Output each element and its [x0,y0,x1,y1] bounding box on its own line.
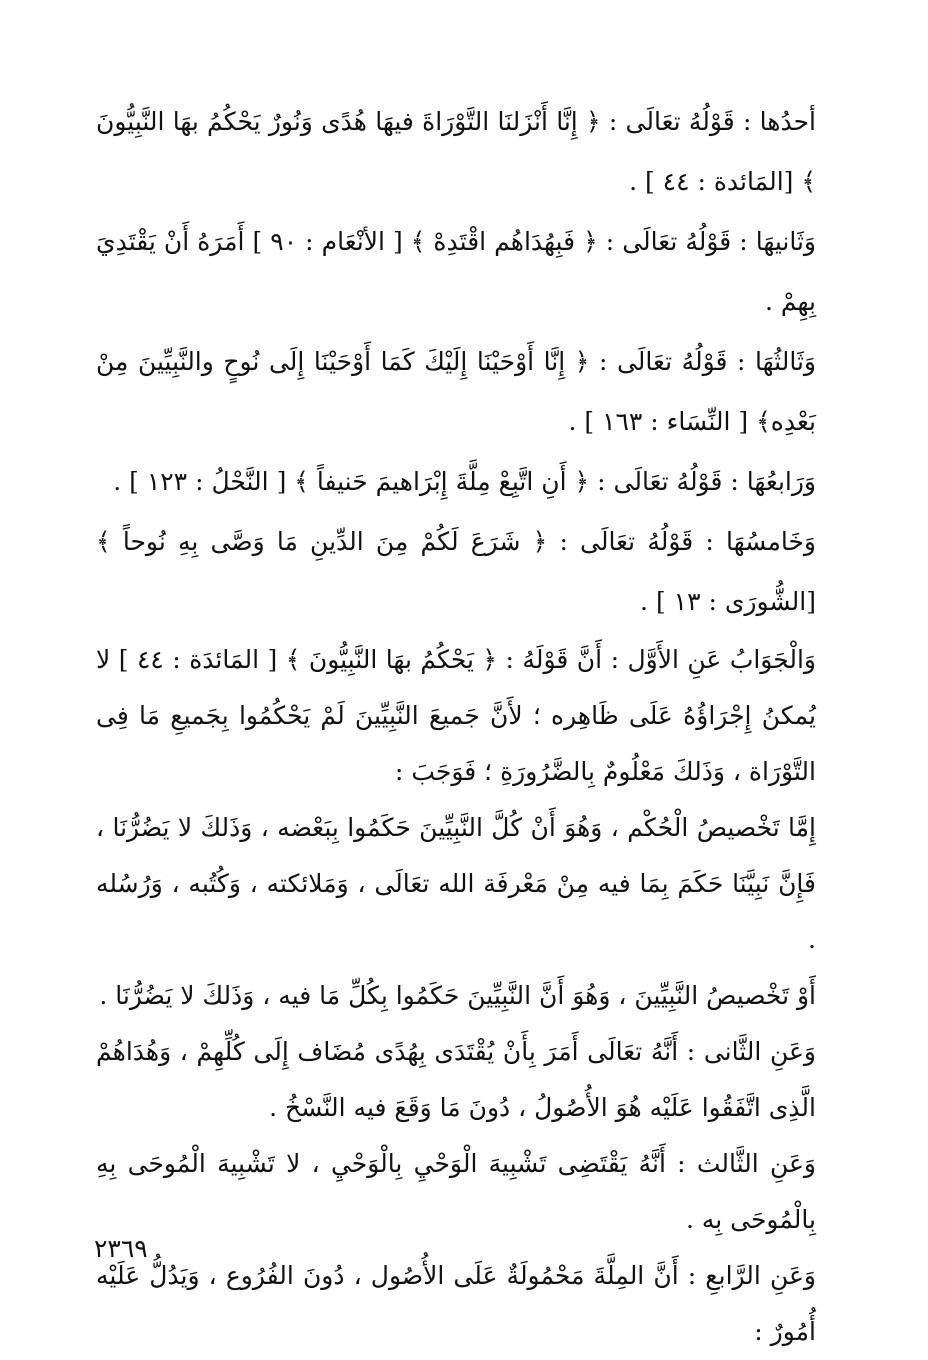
paragraph-5: وَخَامسُهَا : قَوْلُهُ تعَالَى : ﴿ شَرَعَ لَكُمْ مِنَ الدِّينِ مَا وَصَّى بِهِ نُوحاً ﴾ [الشُّورَى : ١٣ ] . [96,527,816,616]
paragraph-2: وَثَانيهَا : قَوْلُهُ تعَالَى : ﴿ فَبِهُدَاهُم اقْتَدِهْ ﴾ [ الأنْعَام : ٩٠ ] أَمَرَهُ أَنْ يَقْتَدِيَ بِهِمْ . [96,227,816,316]
paragraph-8: أَوْ تَخْصيصُ النَّبِيِّينَ ، وَهُوَ أَنَّ النَّبِيِّينَ حَكَمُوا بِكُلِّ مَا فيه ، وَذَلكَ لا يَضُرُّنَا . [99,981,816,1010]
paragraph-11: وَعَنِ الرَّابعِ : أَنَّ المِلَّةَ مَحْمُولَةٌ عَلَى الأُصُول ، دُونَ الفُرُوع ، وَيَدُلُّ عَلَيْه أُمُورٌ : [96,1261,816,1346]
paragraph-9: وَعَنِ الثَّانى : أَنَّهُ تعَالَى أَمَرَ بِأَنْ يُقْتَدَى بِهُدًى مُضَاف إِلَى كُلِّهِمْ ، وَهُدَاهُمْ الَّذِى اتَّفَقُوا عَلَيْه هُوَ الأُصُولُ ، دُونَ مَا وَقَعَ فيه النَّسْخُ . [96,1037,816,1122]
paragraph-1: أحدُها : قَوْلُهُ تعَالَى : ﴿ إِنَّا أَنْزَلنَا التَّوْرَاةَ فيهَا هُدًى وَنُورٌ يَحْكُمُ بهَا النَّبِيُّونَ ﴾ [المَائدة : ٤٤ ] . [96,107,816,196]
paragraph-4: وَرَابعُهَا : قَوْلُهُ تعَالَى : ﴿ أَنِ اتَّبِعْ مِلَّةَ إِبْرَاهيمَ حَنيفاً ﴾ [ النَّحْلُ : ١٢٣ ] . [113,467,816,496]
paragraph-6: وَالْجَوَابُ عَنِ الأَوَّل : أَنَّ قَوْلَهُ : ﴿ يَحْكُمُ بهَا النَّبِيُّونَ ﴾ [ المَائدَة : ٤٤ ] لا يُمكنُ إِجْرَاؤُهُ عَلَى ظَاهِره ؛ لأَنَّ جَميعَ النَّبِيِّينَ لَمْ يَحْكُمُوا بِجَميعِ مَا فِى التَّوْرَاة ، وَذَلكَ مَعْلُومٌ بِالضَّرُورَةِ ؛ فَوَجَبَ : [96,645,816,786]
page-number: ٢٣٦٩ [94,1234,148,1263]
paragraph-10: وَعَنِ الثَّالث : أَنَّهُ يَقْتَضِى تَشْبِيهَ الْوَحْيِ بِالْوَحْيِ ، لا تَشْبِيهَ الْمُوحَى بِهِ بِالْمُوحَى بِه . [96,1149,816,1234]
body-text [96,92,816,1360]
paragraph-3: وَثَالثُهَا : قَوْلُهُ تعَالَى : ﴿ إِنَّا أَوْحَيْنَا إِلَيْكَ كَمَا أَوْحَيْنَا إِلَى نُوحٍ والنَّبِيِّينَ مِنْ بَعْدِه﴾ [ النِّسَاء : ١٦٣ ] . [96,347,816,436]
paragraph-7: إِمَّا تَخْصيصُ الْحُكْم ، وَهُوَ أَنْ كُلَّ النَّبِيِّينَ حَكَمُوا بِبَعْضه ، وَذَلكَ لا يَضُرُّنَا ، فَإِنَّ نَبِيَّنَا حَكَمَ بِمَا فيه مِنْ مَعْرفَة الله تعَالَى ، وَمَلائكته ، وَكُتُبه ، وَرُسُله . [96,813,816,954]
